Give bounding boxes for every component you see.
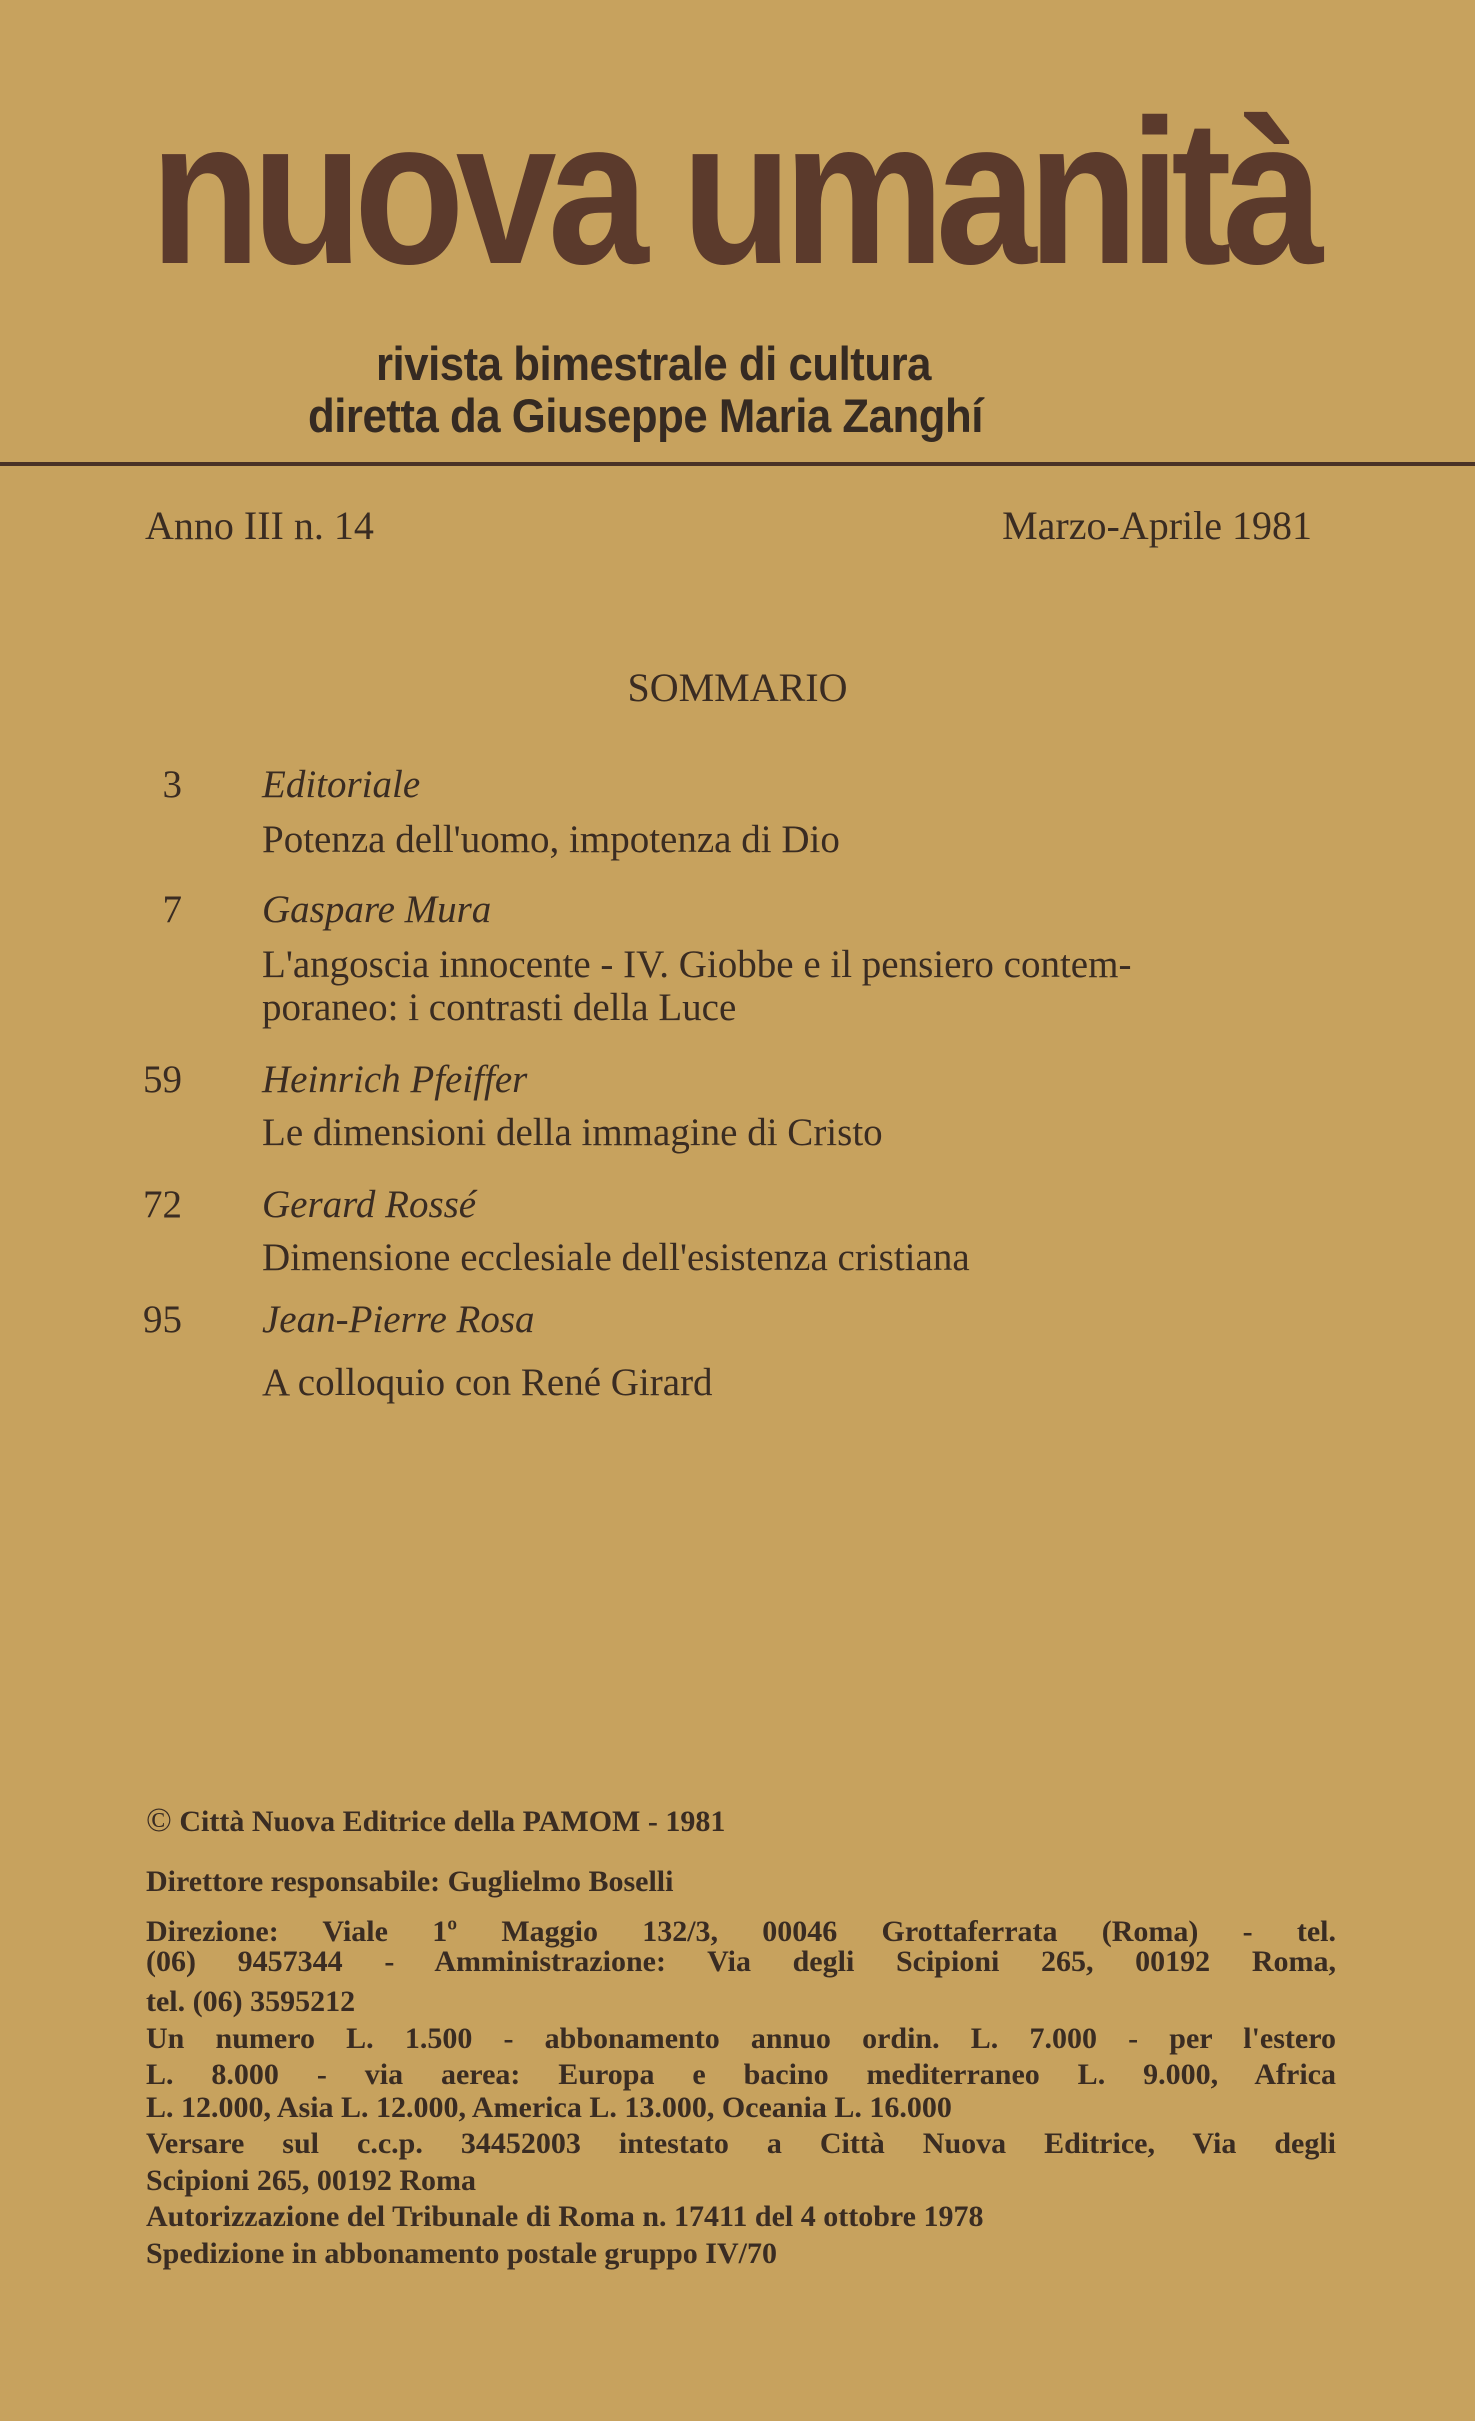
toc-title-continued: poraneo: i contrasti della Luce	[262, 986, 737, 1029]
toc-title: Potenza dell'uomo, impotenza di Dio	[262, 818, 840, 861]
magazine-title: nuova umanità	[150, 77, 1315, 307]
toc-author: Jean-Pierre Rosa	[262, 1298, 535, 1341]
imprint-line: Spedizione in abbonamento postale gruppo IV/70	[146, 2236, 777, 2270]
imprint-line: L. 8.000 - via aerea: Europa e bacino mediterraneo L. 9.000, Africa	[146, 2058, 1336, 2091]
contents-heading: SOMMARIO	[627, 665, 848, 710]
copyright-icon: ©	[146, 1802, 172, 1839]
toc-page-number: 59	[143, 1058, 182, 1101]
header-rule	[0, 462, 1475, 466]
toc-author: Gerard Rossé	[262, 1183, 477, 1226]
imprint-line: Versare sul c.c.p. 34452003 intestato a Città Nuova Editrice, Via degli	[146, 2127, 1336, 2160]
toc-page-number: 95	[143, 1298, 182, 1341]
imprint-line: L. 12.000, Asia L. 12.000, America L. 13.000, Oceania L. 16.000	[146, 2090, 952, 2124]
imprint-line: Autorizzazione del Tribunale di Roma n. 17411 del 4 ottobre 1978	[146, 2200, 984, 2233]
imprint-block	[146, 1914, 1336, 2272]
toc-page-number: 7	[162, 888, 182, 931]
toc-title: A colloquio con René Girard	[262, 1361, 713, 1404]
imprint-line: (06) 9457344 - Amministrazione: Via degli Scipioni 265, 00192 Roma,	[146, 1944, 1336, 1978]
toc-page-number: 72	[143, 1183, 182, 1226]
issue-volume: Anno III n. 14	[145, 503, 374, 548]
toc-page-number: 3	[162, 763, 182, 806]
director-line	[146, 1864, 1336, 1901]
copyright-notice	[146, 1803, 1336, 1841]
imprint-line: Un numero L. 1.500 - abbonamento annuo ordin. L. 7.000 - per l'estero	[146, 2021, 1336, 2055]
magazine-editor-line: diretta da Giuseppe Maria Zanghí	[308, 389, 983, 442]
toc-title: L'angoscia innocente - IV. Giobbe e il pensiero contem-	[262, 943, 1132, 986]
toc-title: Le dimensioni della immagine di Cristo	[262, 1111, 883, 1154]
imprint-line: Scipioni 265, 00192 Roma	[146, 2163, 477, 2197]
issue-date: Marzo-Aprile 1981	[1002, 503, 1312, 548]
toc-author: Heinrich Pfeiffer	[262, 1058, 528, 1101]
toc-author: Gaspare Mura	[262, 888, 492, 931]
imprint-line: tel. (06) 3595212	[146, 1985, 356, 2018]
copyright-text: Città Nuova Editrice della PAMOM - 1981	[179, 1805, 726, 1838]
toc-author: Editoriale	[262, 763, 421, 806]
director-text: Direttore responsabile: Guglielmo Boselli	[146, 1865, 674, 1898]
toc-title: Dimensione ecclesiale dell'esistenza cristiana	[262, 1236, 970, 1279]
imprint-line: Direzione: Viale 1º Maggio 132/3, 00046 Grottaferrata (Roma) - tel.	[146, 1915, 1336, 1948]
magazine-subtitle: rivista bimestrale di cultura	[376, 337, 931, 390]
